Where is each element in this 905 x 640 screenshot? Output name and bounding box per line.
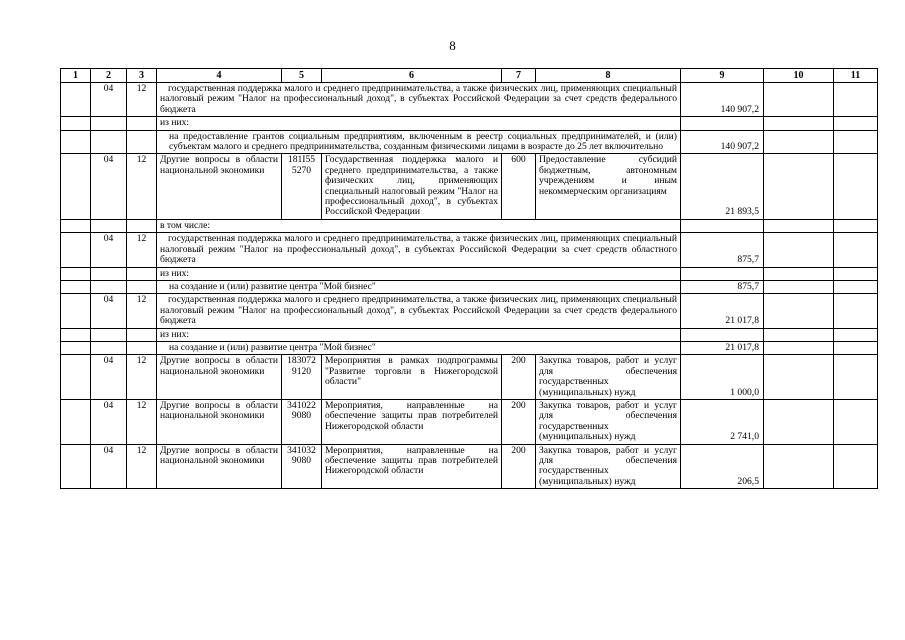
header-cell: 6 (322, 69, 502, 83)
row-label: из них: (157, 328, 681, 341)
subsection-code: 12 (127, 444, 157, 489)
expense-type-code: 200 (502, 355, 536, 400)
header-cell: 4 (157, 69, 282, 83)
amount-cell: 2 741,0 (681, 399, 764, 444)
row-description: государственная поддержка малого и среднего предпринимательства, а также физических лиц, применяющих специальный налоговый режим "Налог на профессиональный доход", в субъектах Российской Федерации за счет средств областного бюджета (157, 233, 681, 267)
amount-cell: 140 907,2 (681, 83, 764, 117)
section-name: Другие вопросы в области национальной экономики (157, 355, 282, 400)
header-row (61, 69, 878, 83)
row-label: из них: (157, 267, 681, 280)
row-label: из них: (157, 117, 681, 130)
article-name: Мероприятия, направленные на обеспечение защиты прав потребителей Нижегородской области (322, 444, 502, 489)
budget-table (60, 68, 878, 489)
table-row (61, 130, 878, 154)
subsection-code: 12 (127, 233, 157, 267)
table-row (61, 341, 878, 354)
target-article: 183072 9120 (282, 355, 322, 400)
row-description: на создание и (или) развитие центра "Мой бизнес" (157, 280, 681, 293)
table-row (61, 154, 878, 219)
section-name: Другие вопросы в области национальной экономики (157, 154, 282, 219)
expense-type-name: Закупка товаров, работ и услуг для обеспечения государственных (муниципальных) нужд (536, 399, 681, 444)
table-row (61, 355, 878, 400)
section-code: 04 (91, 355, 127, 400)
section-name: Другие вопросы в области национальной экономики (157, 444, 282, 489)
subsection-code: 12 (127, 154, 157, 219)
header-cell: 11 (834, 69, 878, 83)
amount-cell: 21 893,5 (681, 154, 764, 219)
amount-cell: 21 017,8 (681, 294, 764, 328)
header-cell: 7 (502, 69, 536, 83)
section-code: 04 (91, 444, 127, 489)
subsection-code: 12 (127, 399, 157, 444)
table-row (61, 233, 878, 267)
article-name: Мероприятия, направленные на обеспечение защиты прав потребителей Нижегородской области (322, 399, 502, 444)
section-name: Другие вопросы в области национальной экономики (157, 399, 282, 444)
page-number: 8 (449, 38, 456, 53)
amount-cell: 875,7 (681, 280, 764, 293)
expense-type-name: Предоставление субсидий бюджетным, автономным учреждениям и иным некоммерческим организациям (536, 154, 681, 219)
header-cell: 10 (764, 69, 834, 83)
header-cell: 8 (536, 69, 681, 83)
amount-cell: 1 000,0 (681, 355, 764, 400)
target-article: 341032 9080 (282, 444, 322, 489)
table-row (61, 399, 878, 444)
subsection-code: 12 (127, 294, 157, 328)
expense-type-code: 600 (502, 154, 536, 219)
expense-type-code: 200 (502, 444, 536, 489)
header-cell: 1 (61, 69, 91, 83)
table-row (61, 294, 878, 328)
table-row (61, 280, 878, 293)
table-row (61, 117, 878, 130)
row-description: на предоставление грантов социальным предприятиям, включенным в реестр социальных предпринимателей, и (или) субъектам малого и среднего предпринимательства, созданным физическими лицами в возрасте до 25 лет включительно (157, 130, 681, 154)
amount-cell: 21 017,8 (681, 341, 764, 354)
header-cell: 3 (127, 69, 157, 83)
row-description: на создание и (или) развитие центра "Мой бизнес" (157, 341, 681, 354)
subsection-code: 12 (127, 83, 157, 117)
amount-cell: 875,7 (681, 233, 764, 267)
article-name: Мероприятия в рамках подпрограммы "Развитие торговли в Нижегородской области" (322, 355, 502, 400)
expense-type-name: Закупка товаров, работ и услуг для обеспечения государственных (муниципальных) нужд (536, 355, 681, 400)
header-cell: 2 (91, 69, 127, 83)
expense-type-code: 200 (502, 399, 536, 444)
section-code: 04 (91, 154, 127, 219)
row-description: государственная поддержка малого и среднего предпринимательства, а также физических лиц, применяющих специальный налоговый режим "Налог на профессиональный доход", в субъектах Российской Федерации за счет средств федерального бюджета (157, 294, 681, 328)
row-label: в том числе: (157, 219, 681, 232)
subsection-code: 12 (127, 355, 157, 400)
section-code: 04 (91, 399, 127, 444)
target-article: 341022 9080 (282, 399, 322, 444)
header-cell: 9 (681, 69, 764, 83)
table-row (61, 83, 878, 117)
section-code: 04 (91, 233, 127, 267)
expense-type-name: Закупка товаров, работ и услуг для обеспечения государственных (муниципальных) нужд (536, 444, 681, 489)
table-row (61, 328, 878, 341)
section-code: 04 (91, 83, 127, 117)
row-description: государственная поддержка малого и среднего предпринимательства, а также физических лиц, применяющих специальный налоговый режим "Налог на профессиональный доход", в субъектах Российской Федерации за счет средств федерального бюджета (157, 83, 681, 117)
header-cell: 5 (282, 69, 322, 83)
amount-cell: 140 907,2 (681, 130, 764, 154)
amount-cell: 206,5 (681, 444, 764, 489)
article-name: Государственная поддержка малого и среднего предпринимательства, а также физических лиц, применяющих специальный налоговый режим "Налог на профессиональный доход", в субъектах Российской Федерации (322, 154, 502, 219)
section-code: 04 (91, 294, 127, 328)
table-row (61, 267, 878, 280)
table-row (61, 219, 878, 232)
table-row (61, 444, 878, 489)
target-article: 181I55 5270 (282, 154, 322, 219)
